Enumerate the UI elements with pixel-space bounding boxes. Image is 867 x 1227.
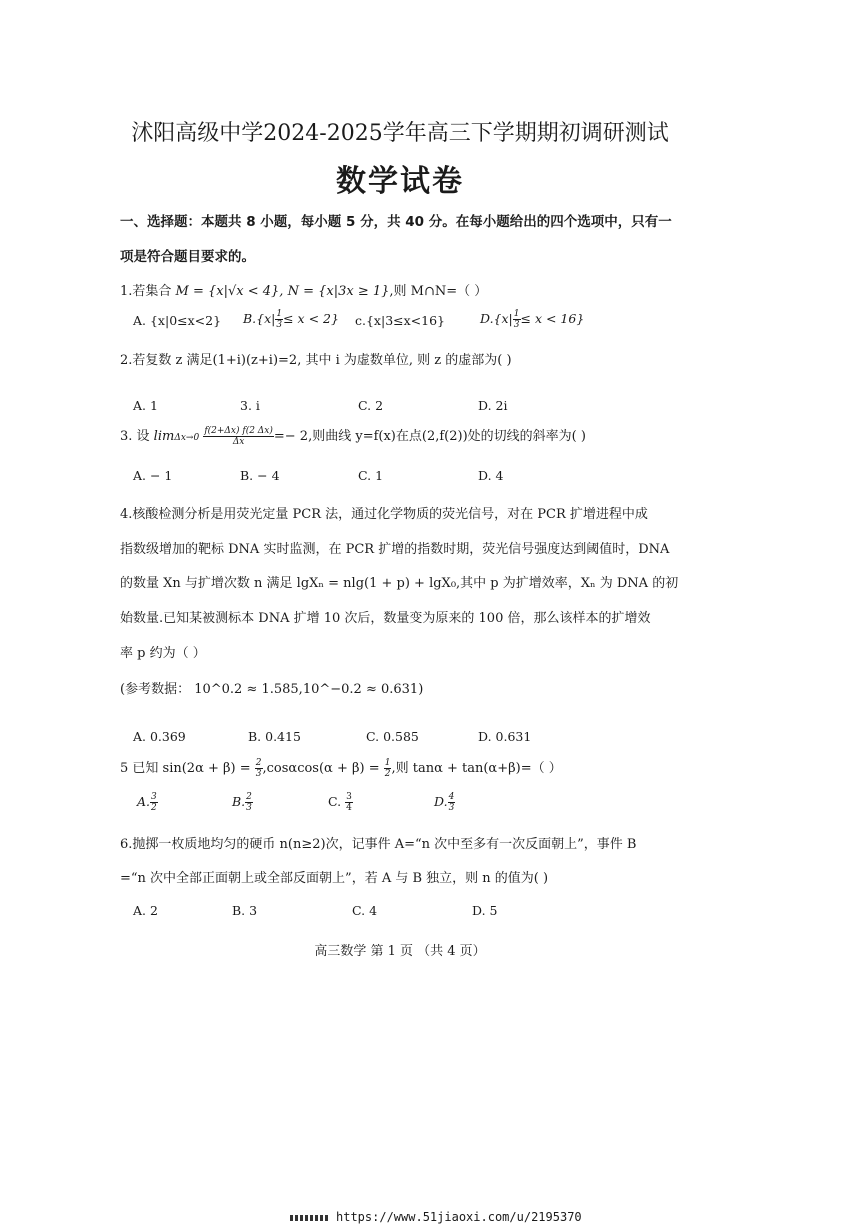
section-heading-line2: 项是符合题目要求的。 bbox=[120, 249, 255, 265]
question-6-line1: 6.抛掷一枚质地均匀的硬币 n(n≥2)次，记事件 A=“n 次中至多有一次反面朝上”，事件 B bbox=[120, 837, 637, 852]
q3-option-d: D. 4 bbox=[478, 468, 504, 483]
question-4-line1: 4.核酸检测分析是用荧光定量 PCR 法，通过化学物质的荧光信号，对在 PCR 扩增进程中成 bbox=[120, 507, 648, 522]
watermark-icon bbox=[290, 1215, 330, 1221]
q1-option-a: A. {x|0≤x<2} bbox=[133, 313, 222, 328]
q6-option-b: B. 3 bbox=[232, 903, 258, 918]
q1-suffix: ,则 M∩N=（ ） bbox=[389, 284, 488, 299]
source-url[interactable] bbox=[290, 1210, 582, 1224]
exam-subtitle: 数学试卷 bbox=[336, 164, 464, 199]
q3-option-a: A. − 1 bbox=[133, 468, 173, 483]
page-footer: 高三数学 第 1 页 （共 4 页） bbox=[314, 944, 486, 959]
q6-option-d: D. 5 bbox=[472, 903, 498, 918]
q4-option-c: C. 0.585 bbox=[366, 729, 419, 744]
q5-option-d: D. $\frac{4}{3}$ bbox=[434, 792, 455, 813]
question-2-stem: 2.若复数 z 满足(1+i)(z+i)=2, 其中 i 为虚数单位, 则 z 的虚部为( ) bbox=[120, 353, 512, 368]
q4-option-d: D. 0.631 bbox=[478, 729, 532, 744]
question-4-line2: 指数级增加的靶标 DNA 实时监测，在 PCR 扩增的指数时期，荧光信号强度达到阈值时，DNA bbox=[120, 542, 670, 557]
q1-math: M = {x|√x < 4}, N = {x|3x ≥ 1} bbox=[175, 284, 390, 299]
question-4-line5: 率 p 约为（ ） bbox=[120, 646, 206, 661]
q5-option-b: B. $\frac{2}{3}$ bbox=[232, 792, 252, 813]
question-6-line2: =“n 次中全部正面朝上或全部反面朝上”，若 A 与 B 独立，则 n 的值为( ) bbox=[120, 871, 549, 886]
q1-option-d: D.{x| $\frac{1}{3}$ ≤ x < 16} bbox=[480, 309, 585, 330]
q1-option-c: c.{x|3≤x<16} bbox=[355, 313, 445, 328]
q4-option-b: B. 0.415 bbox=[248, 729, 301, 744]
source-url-text[interactable]: https://www.51jiaoxi.com/u/2195370 bbox=[336, 1210, 582, 1224]
q4-option-a: A. 0.369 bbox=[133, 729, 186, 744]
question-1-stem bbox=[120, 280, 487, 299]
q2-option-a: A. 1 bbox=[133, 398, 158, 413]
q3-option-c: C. 1 bbox=[358, 468, 384, 483]
question-4-line3: 的数量 Xn 与扩增次数 n 满足 lgXₙ = nlg(1 + p) + lgX₀,其中 p 为扩增效率，Xₙ 为 DNA 的初 bbox=[120, 576, 679, 591]
q6-option-a: A. 2 bbox=[133, 903, 158, 918]
q5-option-a: A. $\frac{3}{2}$ bbox=[137, 792, 157, 813]
q6-option-c: C. 4 bbox=[352, 903, 378, 918]
section-heading-line1: 一、选择题：本题共 8 小题，每小题 5 分，共 40 分。在每小题给出的四个选项中，只有一 bbox=[120, 214, 672, 230]
q2-option-c: C. 2 bbox=[358, 398, 384, 413]
question-4-line4: 始数量.已知某被测标本 DNA 扩增 10 次后，数量变为原来的 100 倍，那么该样本的扩增效 bbox=[120, 611, 651, 626]
question-4-reference: (参考数据： 10^0.2 ≈ 1.585,10^−0.2 ≈ 0.631) bbox=[120, 682, 424, 697]
q5-option-c: C. $\frac{3}{4}$ bbox=[328, 792, 352, 813]
q2-option-d: D. 2i bbox=[478, 398, 508, 413]
q1-prefix: 1.若集合 bbox=[120, 284, 176, 299]
q1-option-b: B.{x| $\frac{1}{3}$ ≤ x < 2} bbox=[243, 309, 339, 330]
question-5-stem: 5 已知 sin(2α + β) = $\frac{2}{3}$ ,cosαcos(α + β) = $\frac{1}{2}$ ,则 tanα + tan(α+β)=（ ） bbox=[120, 758, 562, 779]
question-3-stem: 3. 设 limΔx→0 $\frac{f(2+\Delta x) f(2 \Delta x)}{\Delta x}$ =− 2,则曲线 y=f(x)在点(2,f(2))处的切线的斜率为( ) bbox=[120, 426, 586, 447]
q3-option-b: B. − 4 bbox=[240, 468, 280, 483]
exam-title: 沭阳高级中学2024-2025学年高三下学期期初调研测试 bbox=[131, 121, 669, 146]
q2-option-b: 3. i bbox=[240, 398, 260, 413]
